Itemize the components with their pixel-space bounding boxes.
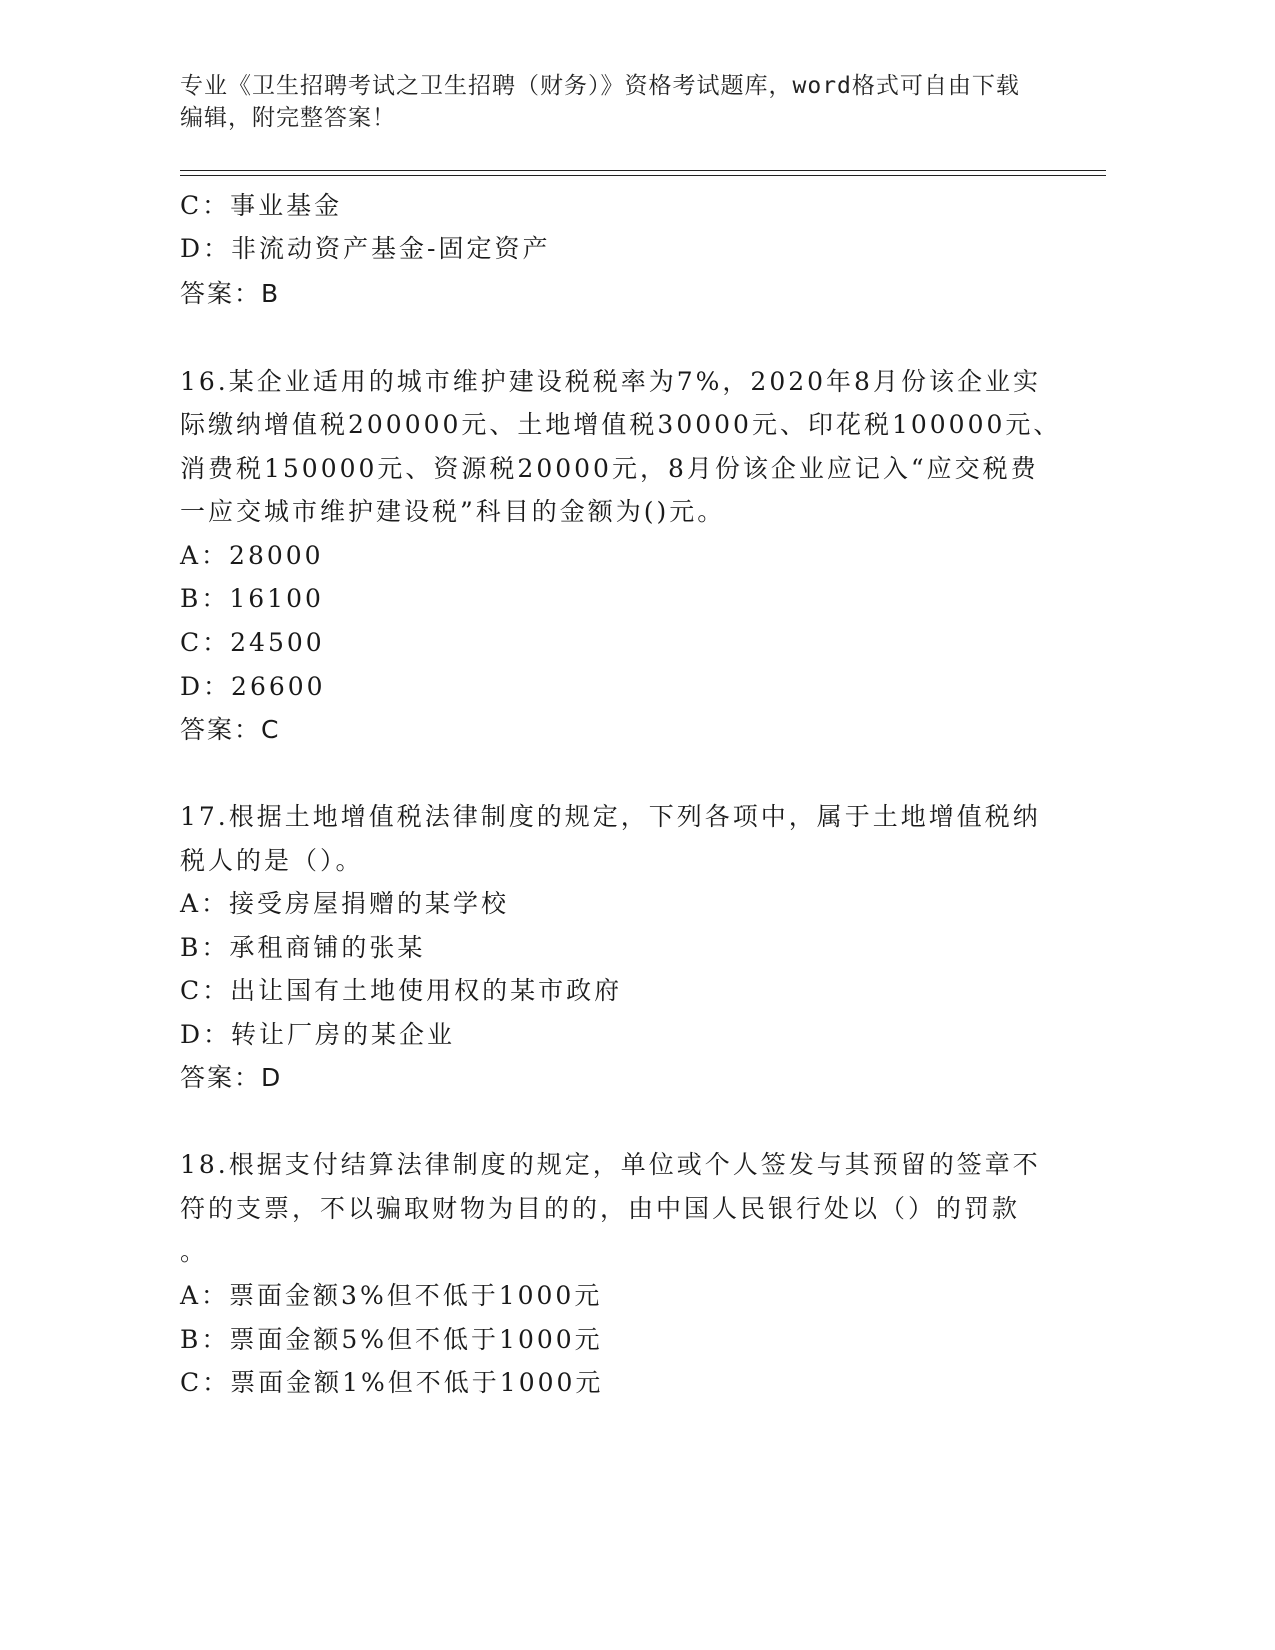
q17-answer: 答案：D — [180, 1063, 283, 1092]
document-header — [180, 70, 1040, 134]
q17-stem-line-1: 17.根据土地增值税法律制度的规定，下列各项中，属于土地增值税纳 — [180, 802, 1041, 831]
header-title-line-1: 专业《卫生招聘考试之卫生招聘（财务）》资格考试题库，word格式可自由下载 — [180, 73, 1020, 99]
q17-option-a: A：接受房屋捐赠的某学校 — [180, 889, 510, 918]
q17-option-c: C：出让国有土地使用权的某市政府 — [180, 976, 623, 1005]
header-divider-bottom — [180, 175, 1106, 176]
q16-answer: 答案：C — [180, 715, 281, 744]
q18-option-c: C：票面金额1%但不低于1000元 — [180, 1368, 604, 1397]
q15-option-c: C：事业基金 — [180, 191, 343, 220]
q15-option-d: D：非流动资产基金-固定资产 — [180, 234, 551, 263]
q16-stem-line-3: 消费税150000元、资源税20000元，8月份该企业应记入“应交税费 — [180, 454, 1039, 483]
q18-stem-line-3: 。 — [180, 1237, 209, 1266]
q18-stem-line-1: 18.根据支付结算法律制度的规定，单位或个人签发与其预留的签章不 — [180, 1150, 1041, 1179]
q17-stem-line-2: 税人的是（）。 — [180, 846, 364, 875]
header-divider-top — [180, 170, 1106, 171]
header-title-line-2: 编辑，附完整答案！ — [180, 105, 396, 131]
q15-answer: 答案：B — [180, 279, 281, 308]
q16-option-d: D：26600 — [180, 672, 326, 701]
q16-option-a: A：28000 — [180, 541, 324, 570]
q17-option-b: B：承租商铺的张某 — [180, 933, 426, 962]
q17-option-d: D：转让厂房的某企业 — [180, 1020, 456, 1049]
q16-stem-line-2: 际缴纳增值税200000元、土地增值税30000元、印花税100000元、 — [180, 410, 1062, 439]
q16-option-b: B：16100 — [180, 584, 324, 613]
q16-option-c: C：24500 — [180, 628, 325, 657]
q16-stem-line-1: 16.某企业适用的城市维护建设税税率为7%，2020年8月份该企业实 — [180, 367, 1041, 396]
q18-option-a: A：票面金额3%但不低于1000元 — [180, 1281, 603, 1310]
q18-stem-line-2: 符的支票，不以骗取财物为目的的，由中国人民银行处以（）的罚款 — [180, 1194, 1021, 1223]
q16-stem-line-4: 一应交城市维护建设税”科目的金额为()元。 — [180, 497, 726, 526]
q18-option-b: B：票面金额5%但不低于1000元 — [180, 1325, 603, 1354]
